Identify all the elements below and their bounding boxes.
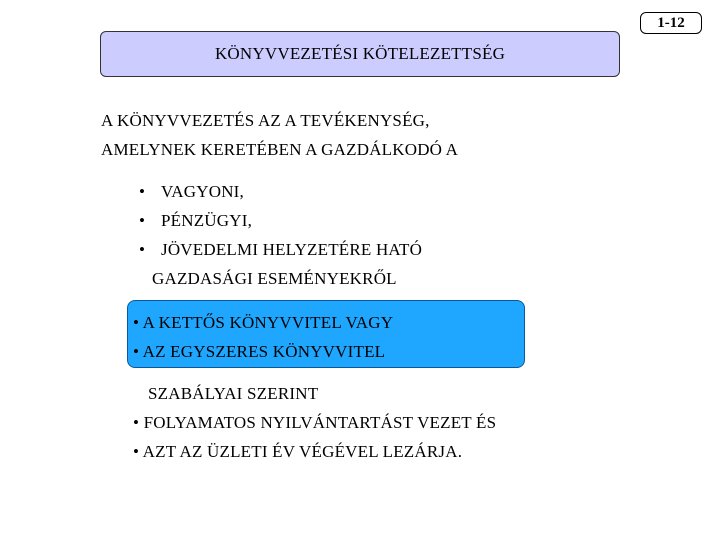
title-box (100, 31, 620, 77)
bullet-text: VAGYONI, (161, 182, 244, 201)
bullet-continuation: GAZDASÁGI ESEMÉNYEKRŐL (152, 269, 397, 288)
bullet-text: PÉNZÜGYI, (161, 211, 253, 230)
closing-line-3: • AZT AZ ÜZLETI ÉV VÉGÉVEL LEZÁRJA. (133, 442, 463, 461)
highlight-line-1: • A KETTŐS KÖNYVVITEL VAGY (133, 313, 394, 332)
bullet-dot: • (139, 182, 146, 201)
highlight-line-2: • AZ EGYSZERES KÖNYVVITEL (133, 342, 386, 361)
bullet-dot: • (139, 211, 146, 230)
bullet-dot: • (139, 240, 146, 259)
intro-line-1: A KÖNYVVEZETÉS AZ A TEVÉKENYSÉG, (101, 111, 430, 130)
closing-line-2: • FOLYAMATOS NYILVÁNTARTÁST VEZET ÉS (133, 413, 497, 432)
bullet-item (139, 240, 422, 260)
slide-title: KÖNYVVEZETÉSI KÖTELEZETTSÉG (214, 44, 506, 63)
bullet-text: JÖVEDELMI HELYZETÉRE HATÓ (161, 240, 423, 259)
closing-line-1: SZABÁLYAI SZERINT (148, 384, 319, 403)
slide-number: 1-12 (640, 12, 702, 34)
intro-line-2: AMELYNEK KERETÉBEN A GAZDÁLKODÓ A (101, 140, 459, 159)
bullet-item (139, 182, 244, 202)
bullet-item (139, 211, 252, 231)
